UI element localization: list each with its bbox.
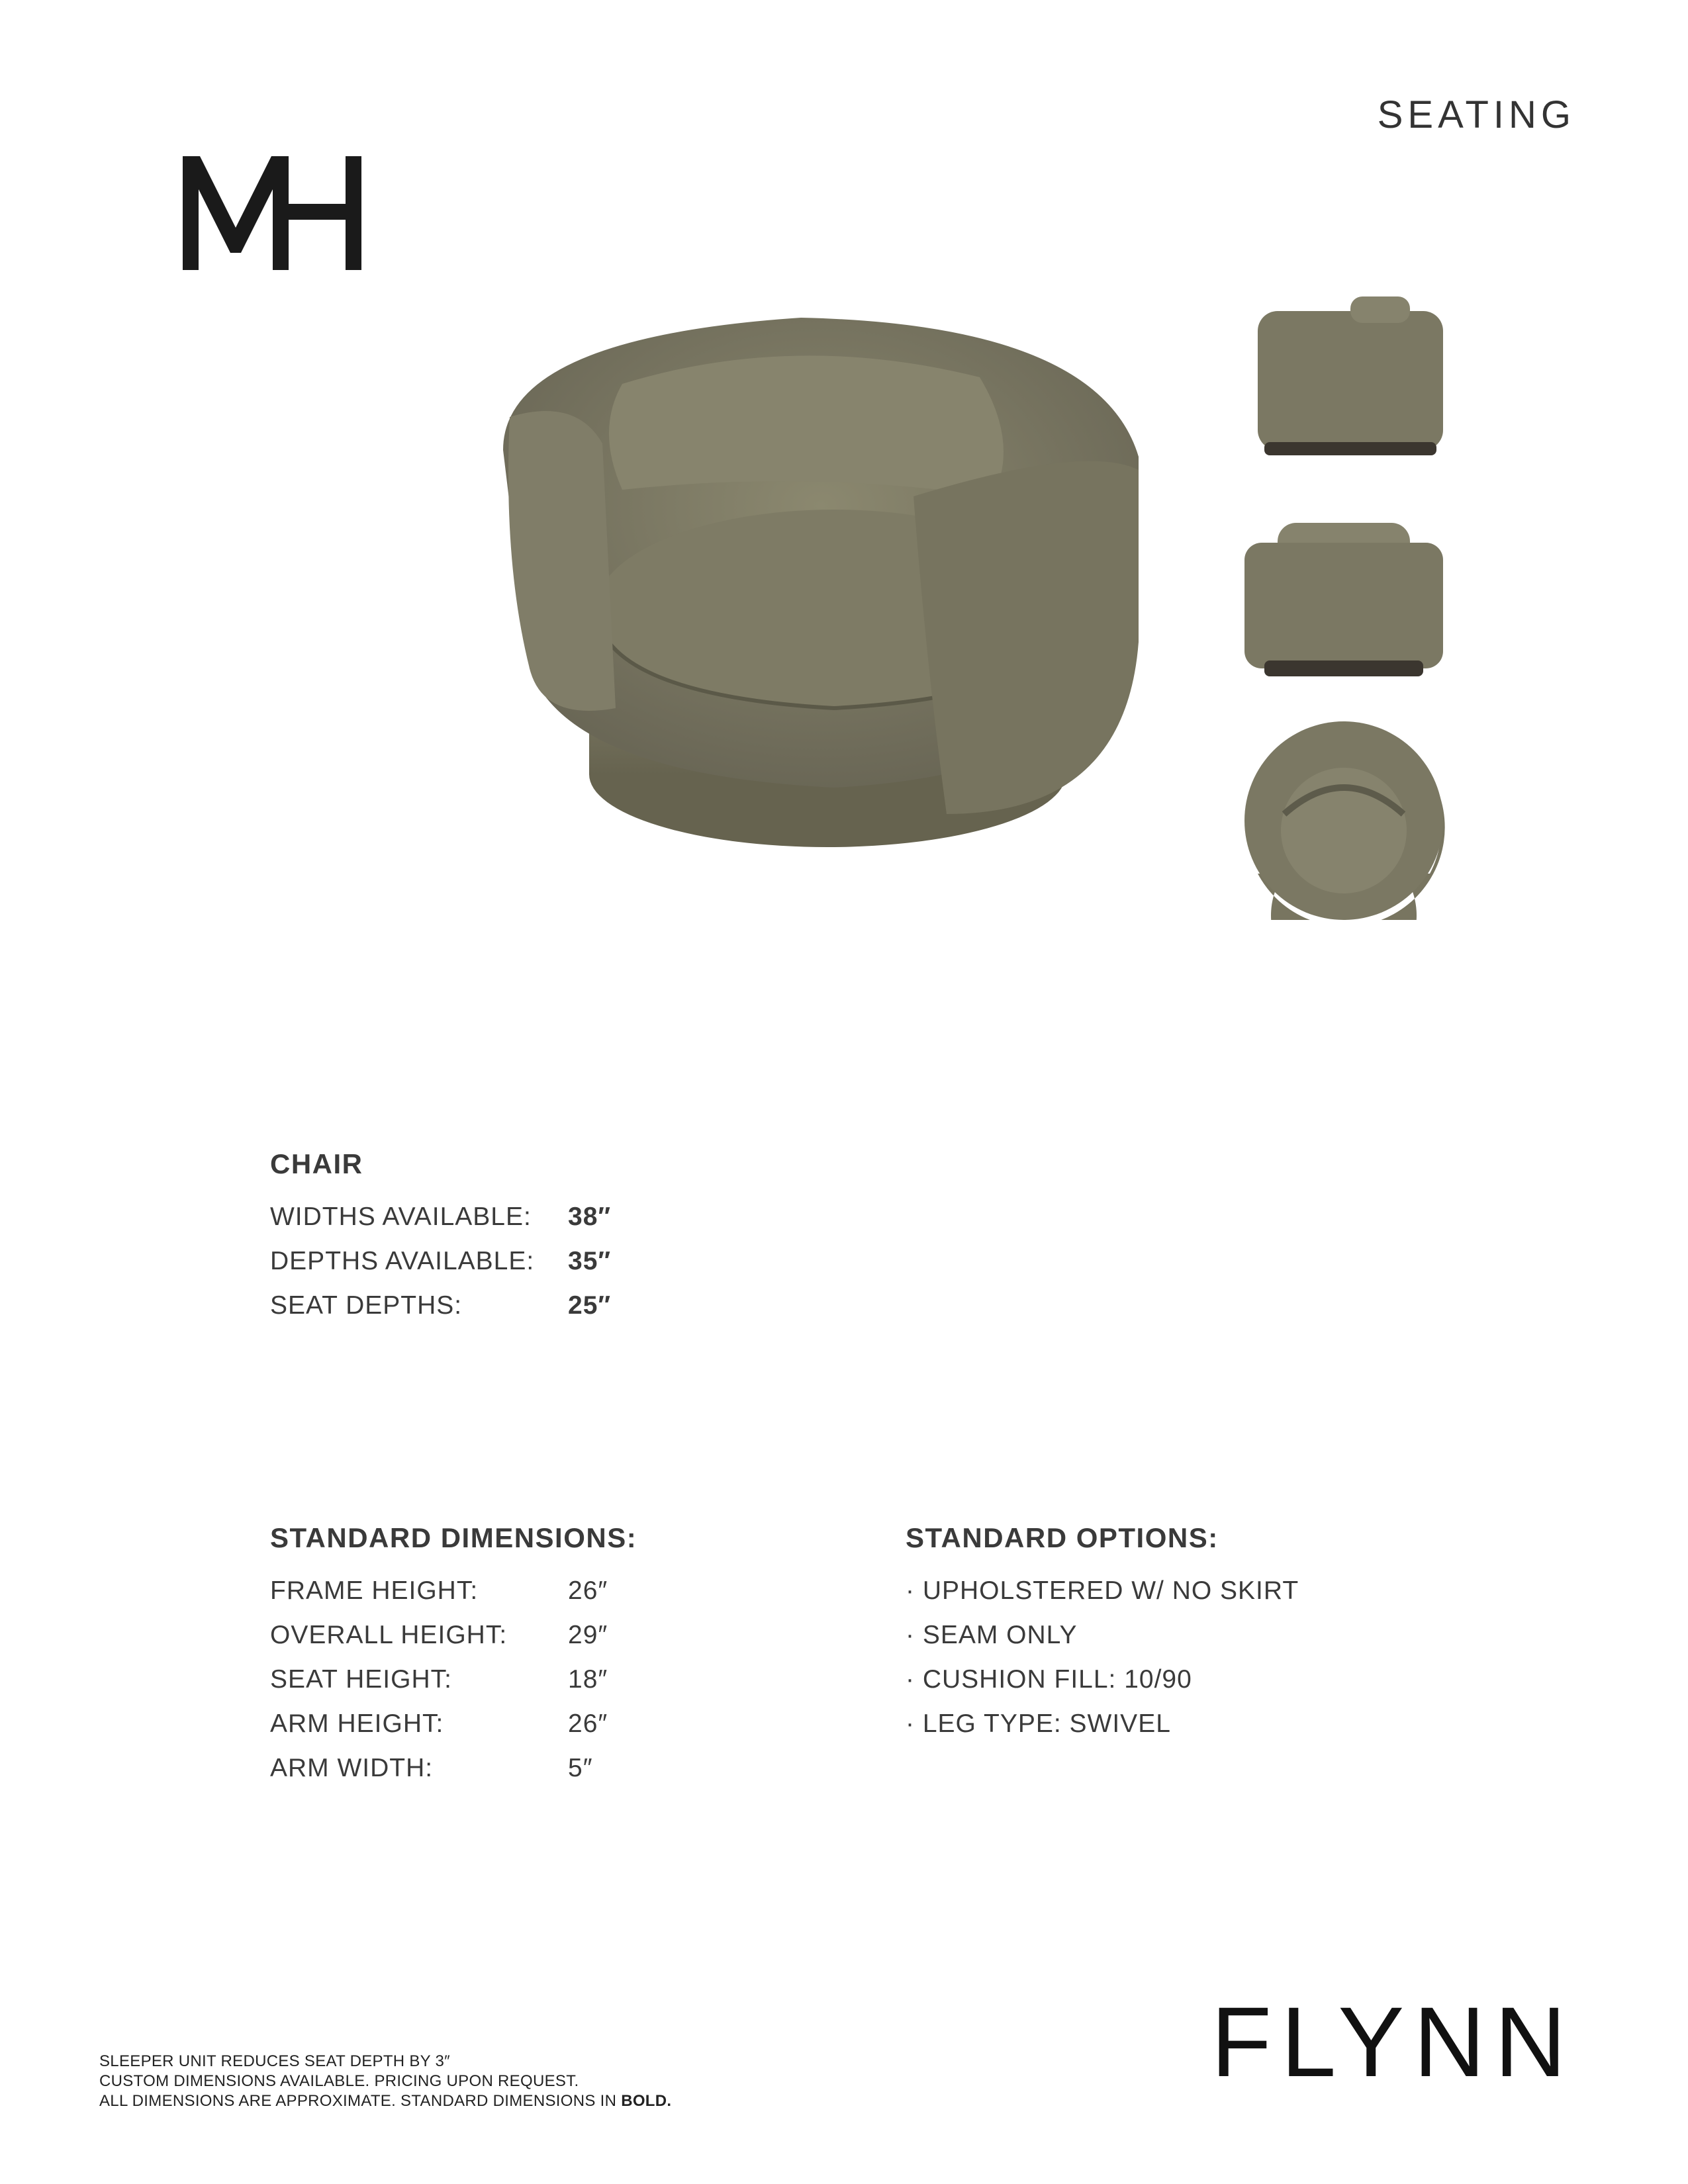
swivel-chair-side-view-image (1244, 291, 1456, 463)
chair-row (270, 1239, 611, 1283)
dimension-row (270, 1702, 637, 1746)
row-value: 26″ (568, 1709, 608, 1738)
swivel-chair-top-view-image (1238, 721, 1450, 920)
row-label: ARM WIDTH: (270, 1753, 434, 1782)
category-label: SEATING (1377, 93, 1575, 136)
row-value: 35″ (568, 1246, 612, 1275)
swivel-chair-hero-image (490, 298, 1152, 893)
mh-logo (183, 156, 361, 270)
dimension-row (270, 1613, 637, 1657)
dimension-row (270, 1569, 637, 1613)
footnote-line: CUSTOM DIMENSIONS AVAILABLE. PRICING UPON REQUEST. (99, 2072, 579, 2090)
row-label: SEAT HEIGHT: (270, 1664, 452, 1694)
option-item: · UPHOLSTERED W/ NO SKIRT (906, 1576, 1299, 1605)
chair-row (270, 1283, 611, 1328)
chair-section (270, 1148, 611, 1328)
row-label: ARM HEIGHT: (270, 1709, 444, 1738)
footnote-line (99, 2091, 671, 2111)
row-value: 29″ (568, 1620, 608, 1649)
row-value: 25″ (568, 1291, 612, 1320)
swivel-chair-back-view-image (1238, 516, 1450, 688)
footnotes (99, 2052, 671, 2111)
product-name: FLYNN (1211, 1986, 1575, 2097)
footnote-line: SLEEPER UNIT REDUCES SEAT DEPTH BY 3″ (99, 2052, 450, 2070)
dimension-row (270, 1746, 637, 1790)
standard-dimensions-heading: STANDARD DIMENSIONS: (270, 1522, 637, 1553)
row-label: FRAME HEIGHT: (270, 1576, 479, 1605)
row-value: 38″ (568, 1202, 612, 1231)
chair-row (270, 1195, 611, 1239)
footnote-text: ALL DIMENSIONS ARE APPROXIMATE. STANDARD DIMENSIONS IN (99, 2092, 622, 2110)
row-value: 26″ (568, 1576, 608, 1605)
option-item: · CUSHION FILL: 10/90 (906, 1664, 1192, 1694)
row-value: 5″ (568, 1753, 593, 1782)
standard-dimensions-section (270, 1522, 637, 1790)
row-label: OVERALL HEIGHT: (270, 1620, 508, 1649)
option-item: · SEAM ONLY (906, 1620, 1078, 1649)
footnote-bold: BOLD. (621, 2092, 672, 2110)
row-label: SEAT DEPTHS: (270, 1291, 463, 1320)
row-label: WIDTHS AVAILABLE: (270, 1202, 532, 1231)
dimension-row (270, 1657, 637, 1702)
row-value: 18″ (568, 1664, 608, 1694)
chair-heading: CHAIR (270, 1148, 363, 1179)
option-item: · LEG TYPE: SWIVEL (906, 1709, 1171, 1738)
row-label: DEPTHS AVAILABLE: (270, 1246, 535, 1275)
standard-options-section (906, 1522, 1299, 1746)
standard-options-heading: STANDARD OPTIONS: (906, 1522, 1219, 1553)
